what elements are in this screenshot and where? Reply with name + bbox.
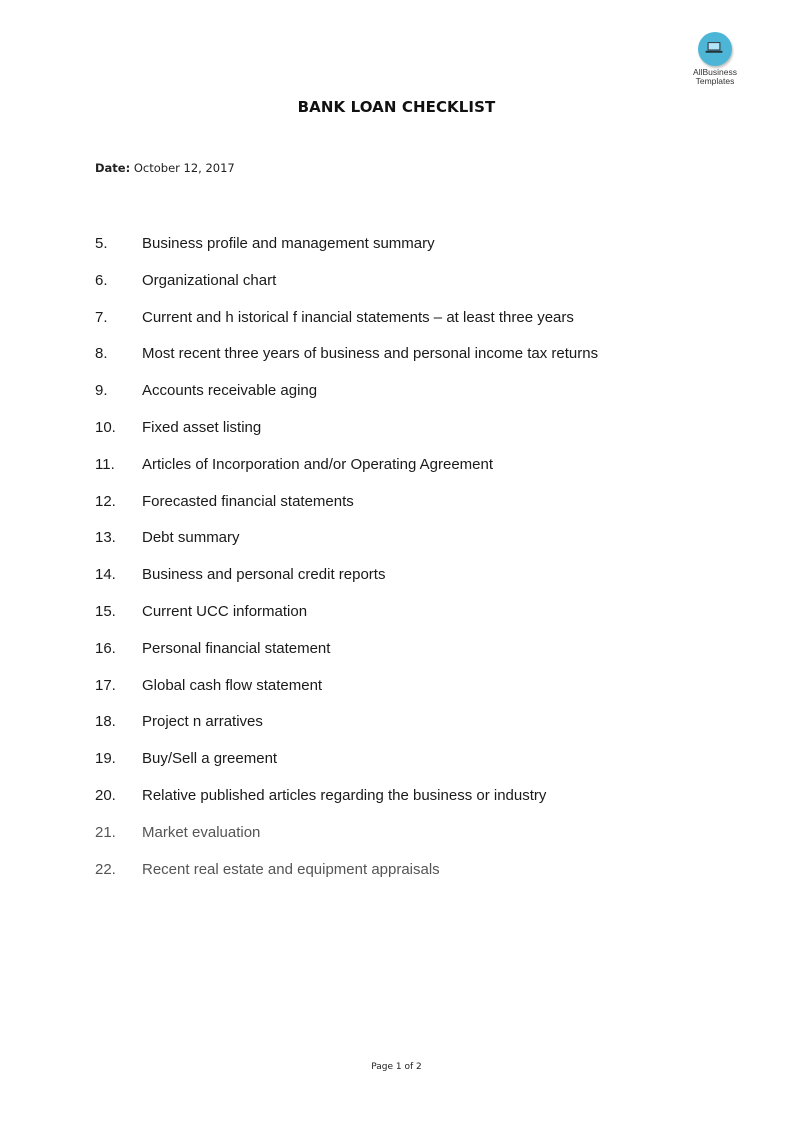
item-number: 10. xyxy=(95,418,116,436)
logo-text xyxy=(680,68,750,86)
item-number: 19. xyxy=(95,750,116,768)
list-item xyxy=(95,566,598,603)
item-text: Articles of Incorporation and/or Operating Agreement xyxy=(142,455,494,473)
logo-text-line2: Templates xyxy=(695,76,735,86)
list-item xyxy=(95,456,598,493)
page-number: Page 1 of 2 xyxy=(371,1062,422,1072)
item-text: Relative published articles regarding the business or industry xyxy=(142,786,547,804)
item-text: Global cash flow statement xyxy=(142,676,323,694)
item-number: 15. xyxy=(95,602,116,620)
list-item xyxy=(95,824,598,861)
item-text: Organizational chart xyxy=(142,271,277,289)
list-item xyxy=(95,493,598,530)
item-text: Most recent three years of business and personal income tax returns xyxy=(142,345,599,363)
date-label: Date: xyxy=(95,161,131,175)
list-item xyxy=(95,861,598,898)
item-text: Fixed asset listing xyxy=(142,418,262,436)
item-number: 18. xyxy=(95,713,116,731)
item-number: 21. xyxy=(95,823,116,841)
item-number: 13. xyxy=(95,529,116,547)
logo-text-line1: AllBusiness xyxy=(693,67,737,77)
item-text: Accounts receivable aging xyxy=(142,382,318,400)
list-item xyxy=(95,713,598,750)
item-text: Business profile and management summary xyxy=(142,235,435,252)
item-number: 8. xyxy=(95,345,108,363)
item-text: Current UCC information xyxy=(142,602,308,620)
list-item xyxy=(95,419,598,456)
list-item xyxy=(95,272,598,309)
item-text: Project n arratives xyxy=(142,713,263,731)
date-value: October 12, 2017 xyxy=(133,161,235,175)
item-text: Debt summary xyxy=(142,529,240,547)
list-item xyxy=(95,750,598,787)
list-item xyxy=(95,382,598,419)
item-number: 7. xyxy=(95,308,108,326)
list-item xyxy=(95,640,598,677)
loan-checklist xyxy=(95,235,598,897)
item-text: Buy/Sell a greement xyxy=(142,750,278,768)
item-number: 11. xyxy=(95,455,115,473)
allbusiness-templates-logo xyxy=(680,32,750,86)
list-item xyxy=(95,345,598,382)
item-text: Market evaluation xyxy=(142,823,261,841)
list-item xyxy=(95,309,598,346)
item-number: 9. xyxy=(95,382,108,400)
item-text: Business and personal credit reports xyxy=(142,566,386,584)
list-item xyxy=(95,787,598,824)
list-item xyxy=(95,603,598,640)
item-number: 22. xyxy=(95,860,116,878)
item-text: Current and h istorical f inancial statements – at least three years xyxy=(142,308,574,326)
list-item xyxy=(95,529,598,566)
item-text: Forecasted financial statements xyxy=(142,492,354,510)
document-title: BANK LOAN CHECKLIST xyxy=(297,98,496,116)
item-text: Personal financial statement xyxy=(142,639,331,657)
item-text: Recent real estate and equipment appraisals xyxy=(142,860,440,878)
list-item xyxy=(95,235,598,272)
item-number: 16. xyxy=(95,639,116,657)
item-number: 6. xyxy=(95,271,108,289)
item-number: 17. xyxy=(95,676,116,694)
item-number: 5. xyxy=(95,235,108,252)
item-number: 14. xyxy=(95,566,116,584)
laptop-icon xyxy=(698,32,732,66)
item-number: 20. xyxy=(95,786,116,804)
list-item xyxy=(95,677,598,714)
item-number: 12. xyxy=(95,492,116,510)
date-line xyxy=(95,161,235,175)
